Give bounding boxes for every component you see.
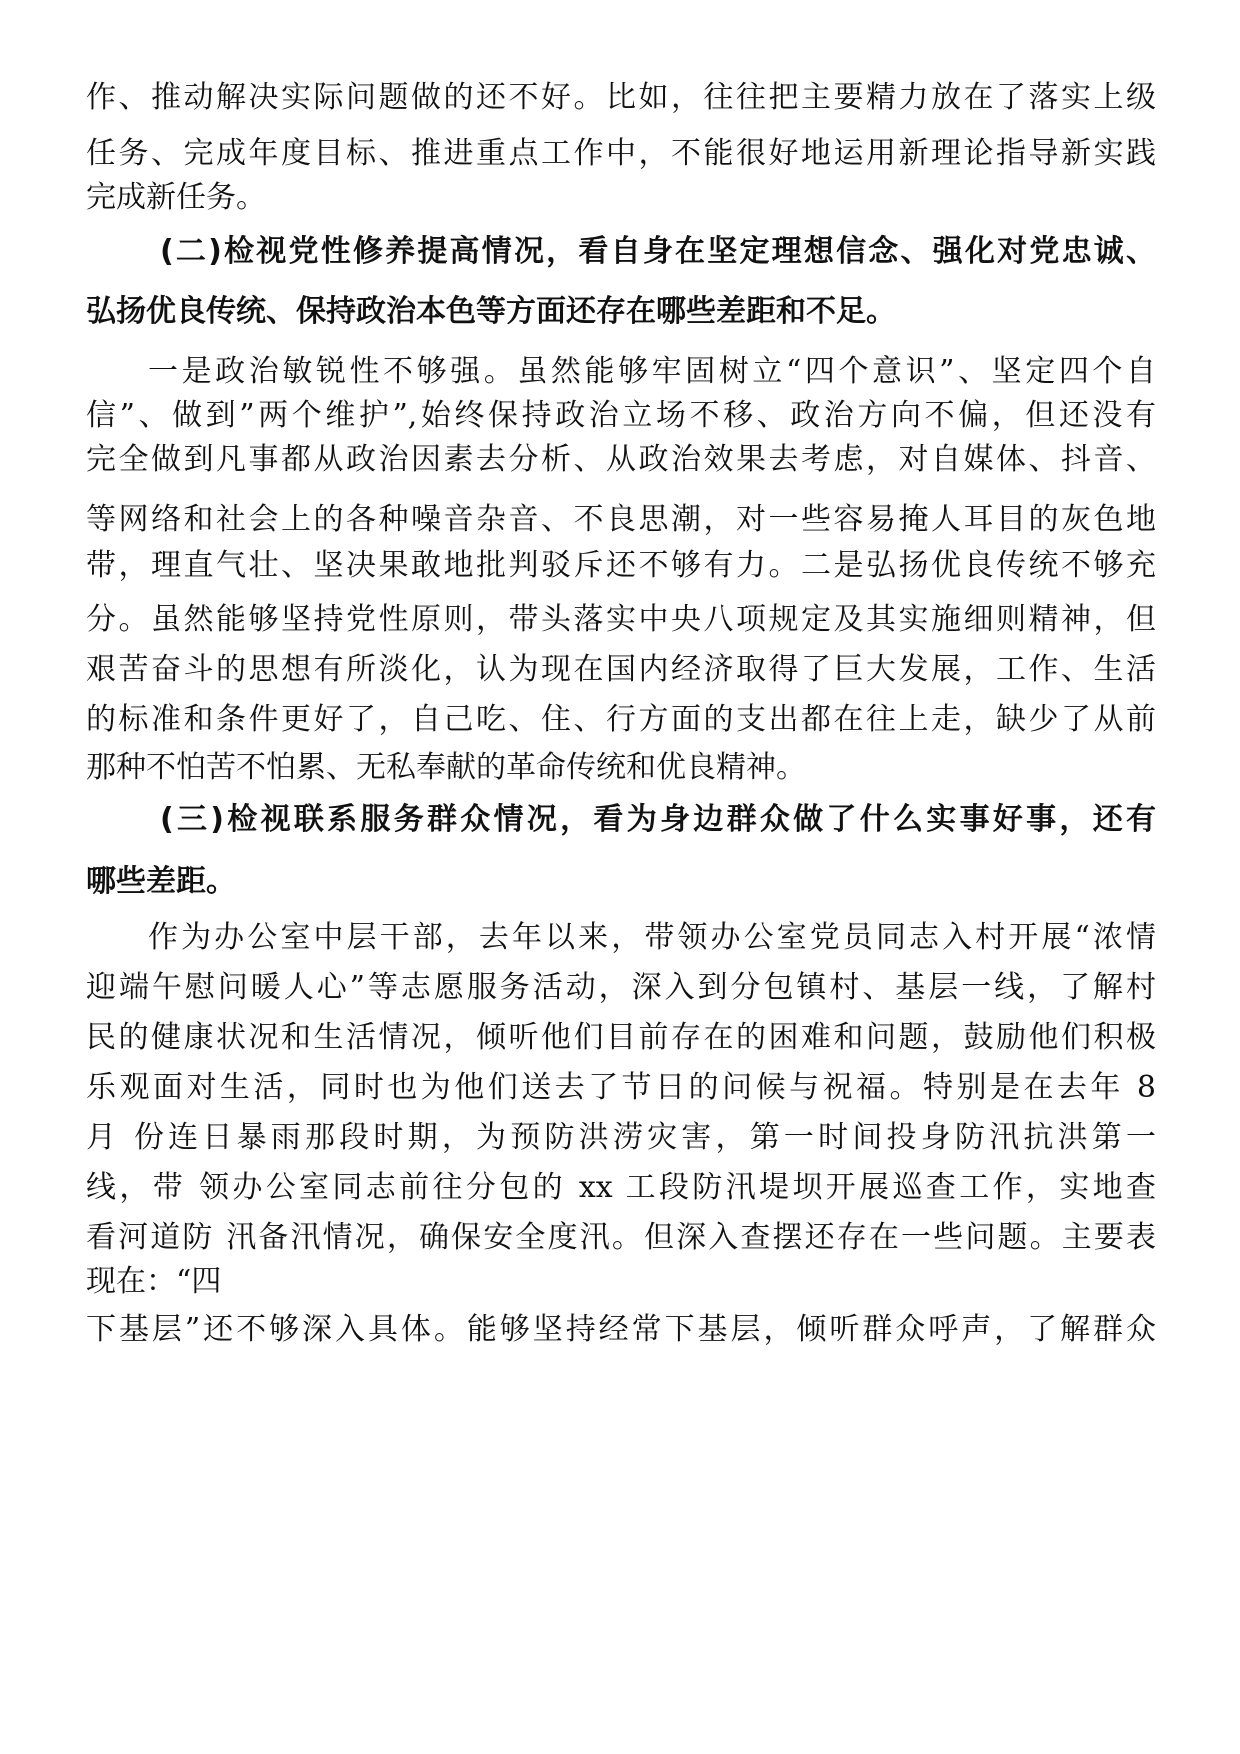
body-line: 看河道防 汛备汛情况，确保安全度汛。但深入查摆还存在一些问题。主要表: [86, 1220, 1156, 1255]
body-line: 乐观面对生活，同时也为他们送去了节日的问候与祝福。特别是在去年 8: [86, 1070, 1156, 1105]
body-line: 迎端午慰问暖人心”等志愿服务活动，深入到分包镇村、基层一线，了解村: [86, 970, 1156, 1005]
body-line: 艰苦奋斗的思想有所淡化，认为现在国内经济取得了巨大发展，工作、生活: [86, 652, 1156, 687]
body-line: 任务、完成年度目标、推进重点工作中，不能很好地运用新理论指导新实践: [86, 136, 1156, 171]
section-heading-3-cont: 哪些差距。: [86, 864, 236, 899]
section-heading-2: (二)检视党性修养提高情况，看自身在坚定理想信念、强化对党忠诚、: [160, 234, 1156, 269]
section-heading-2-cont: 弘扬优良传统、保持政治本色等方面还存在哪些差距和不足。: [86, 294, 896, 329]
body-line: 月 份连日暴雨那段时期，为预防洪涝灾害，第一时间投身防汛抗洪第一: [86, 1120, 1156, 1155]
body-line: 那种不怕苦不怕累、无私奉献的革命传统和优良精神。: [86, 750, 806, 785]
body-line: 信”、做到”两个维护”,始终保持政治立场不移、政治方向不偏，但还没有: [86, 398, 1156, 433]
body-line: 一是政治敏锐性不够强。虽然能够牢固树立“四个意识”、坚定四个自: [148, 354, 1156, 389]
section-heading-3: (三)检视联系服务群众情况，看为身边群众做了什么实事好事，还有: [160, 802, 1156, 837]
body-line: 的标准和条件更好了，自己吃、住、行方面的支出都在往上走，缺少了从前: [86, 702, 1156, 737]
body-line: 作为办公室中层干部，去年以来，带领办公室党员同志入村开展“浓情: [148, 920, 1156, 955]
body-line: 等网络和社会上的各种噪音杂音、不良思潮，对一些容易掩人耳目的灰色地: [86, 502, 1156, 537]
body-line: 作、推动解决实际问题做的还不好。比如，往往把主要精力放在了落实上级: [86, 80, 1156, 115]
body-line: 现在：“四: [86, 1264, 222, 1299]
body-line: 带，理直气壮、坚决果敢地批判驳斥还不够有力。二是弘扬优良传统不够充: [86, 548, 1156, 583]
body-line: 分。虽然能够坚持党性原则，带头落实中央八项规定及其实施细则精神，但: [86, 602, 1156, 637]
body-line: 线，带 领办公室同志前往分包的 xx 工段防汛堤坝开展巡查工作，实地查: [86, 1170, 1156, 1205]
body-line: 下基层”还不够深入具体。能够坚持经常下基层，倾听群众呼声，了解群众: [86, 1312, 1156, 1347]
body-line: 完成新任务。: [86, 180, 266, 215]
body-line: 完全做到凡事都从政治因素去分析、从政治效果去考虑，对自媒体、抖音、: [86, 442, 1156, 477]
body-line: 民的健康状况和生活情况，倾听他们目前存在的困难和问题，鼓励他们积极: [86, 1020, 1156, 1055]
